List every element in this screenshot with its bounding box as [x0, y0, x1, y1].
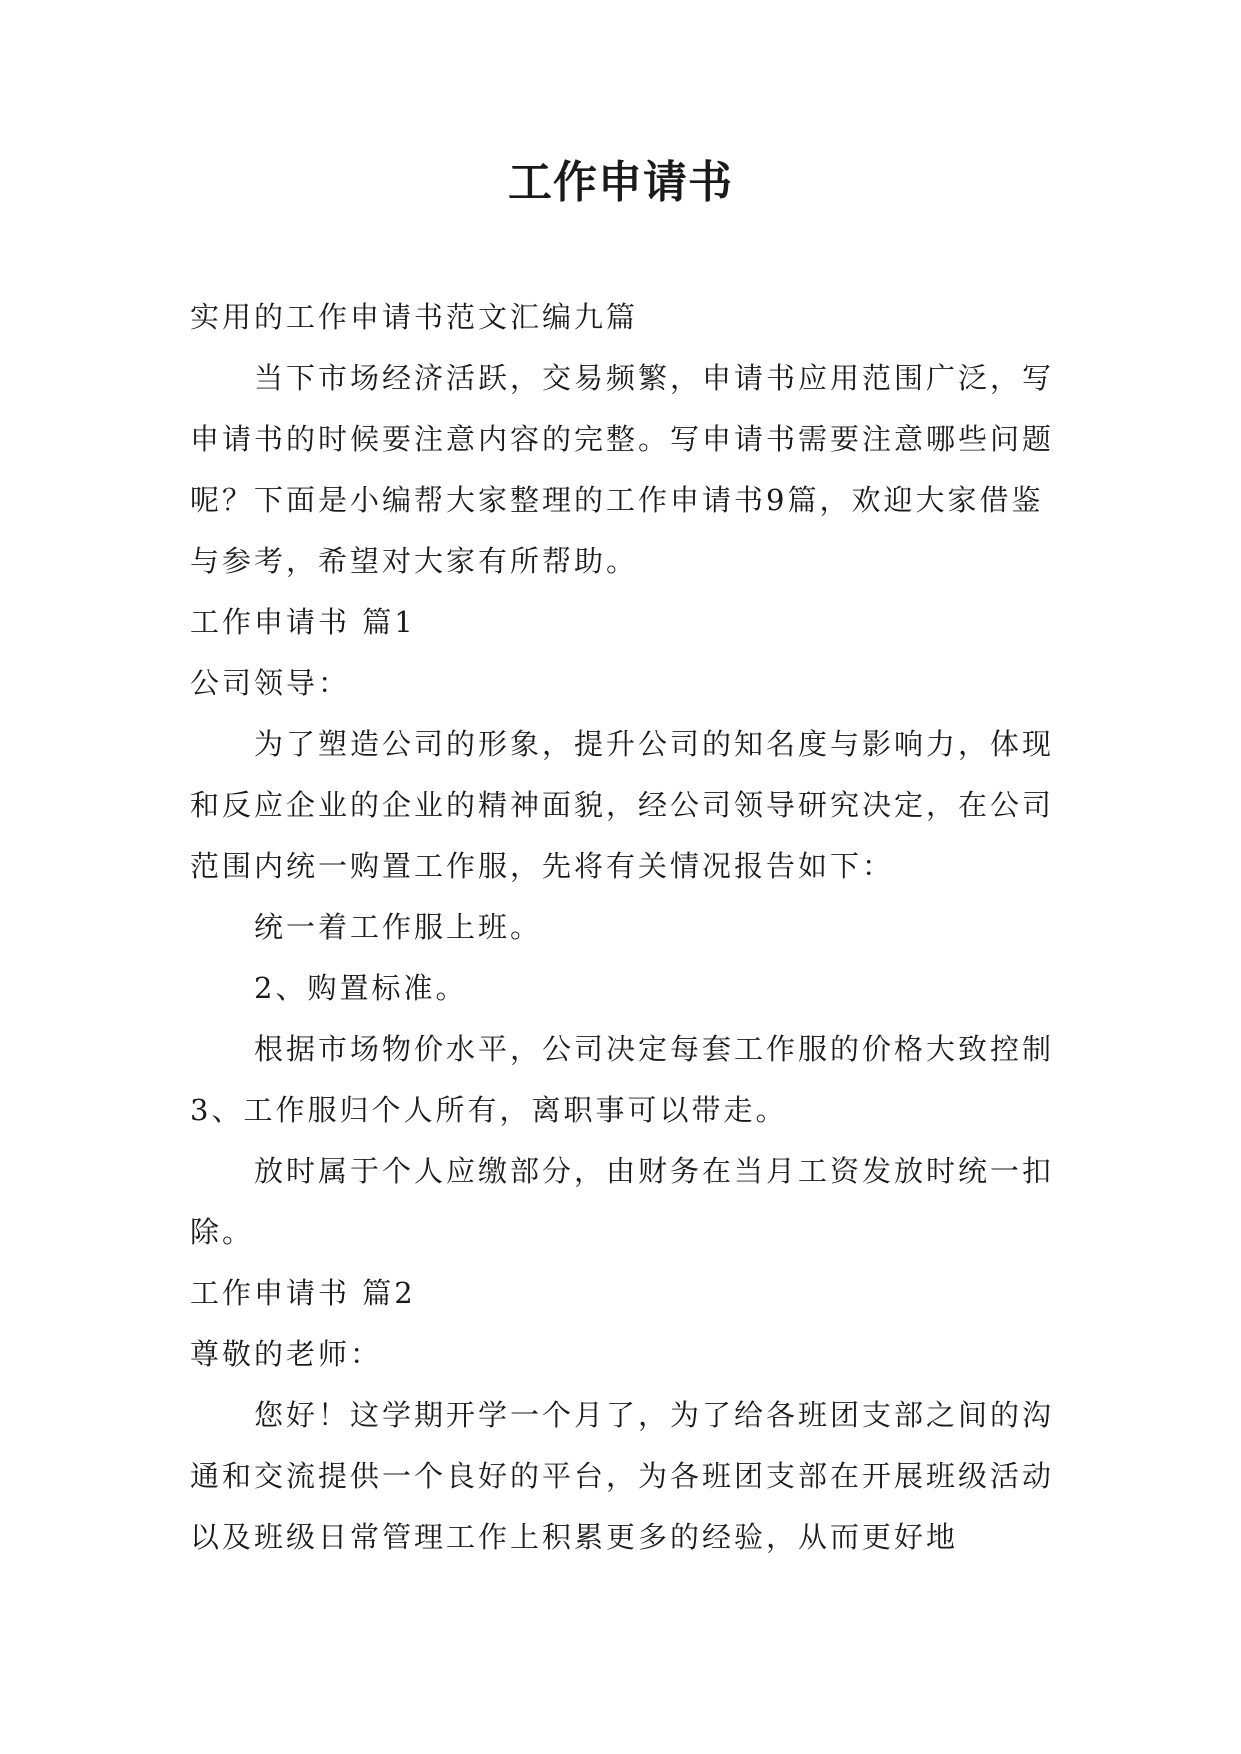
document-body	[190, 287, 1060, 1568]
body-paragraph: 2、购置标准。	[254, 971, 468, 1005]
body-paragraph: 统一着工作服上班。	[254, 910, 543, 944]
section-heading-1: 工作申请书 篇1	[190, 605, 416, 639]
body-paragraph: 放时属于个人应缴部分，由财务在当月工资发放时统一扣除。	[190, 1154, 1055, 1249]
document-title: 工作申请书	[508, 157, 733, 208]
body-paragraph: 您好！这学期开学一个月了，为了给各班团支部之间的沟通和交流提供一个良好的平台，为各班团支部在开展班级活动以及班级日常管理工作上积累更多的经验，从而更好地	[190, 1398, 1055, 1554]
section-heading-2: 工作申请书 篇2	[190, 1276, 416, 1310]
body-paragraph: 根据市场物价水平，公司决定每套工作服的价格大致控制	[254, 1032, 1055, 1066]
salutation-1: 公司领导：	[190, 666, 351, 700]
body-paragraph: 3、工作服归个人所有，离职事可以带走。	[190, 1093, 788, 1127]
salutation-2: 尊敬的老师：	[190, 1337, 383, 1371]
document-subtitle: 实用的工作申请书范文汇编九篇	[190, 300, 639, 334]
intro-paragraph: 当下市场经济活跃，交易频繁，申请书应用范围广泛，写申请书的时候要注意内容的完整。写申请书需要注意哪些问题呢？下面是小编帮大家整理的工作申请书9篇，欢迎大家借鉴与参考，希望对大家有所帮助。	[190, 361, 1055, 578]
body-paragraph: 为了塑造公司的形象，提升公司的知名度与影响力，体现和反应企业的企业的精神面貌，经公司领导研究决定，在公司范围内统一购置工作服，先将有关情况报告如下：	[190, 727, 1055, 883]
